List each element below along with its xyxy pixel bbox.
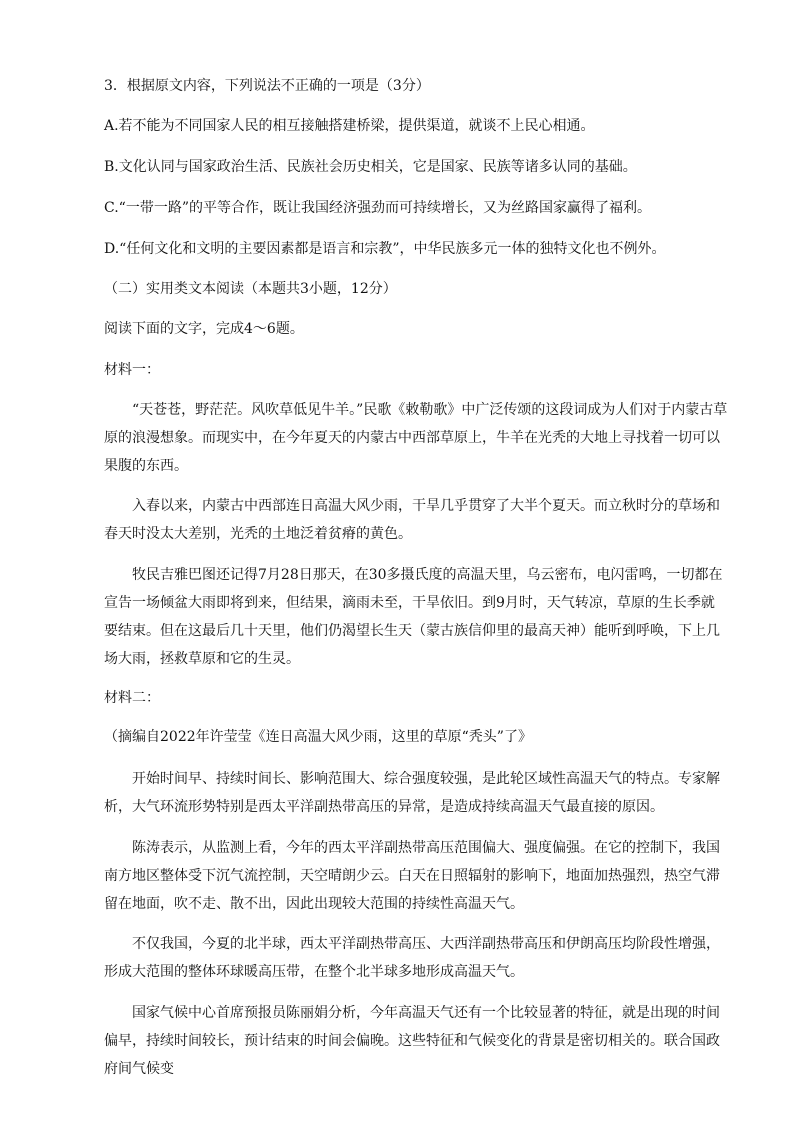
material-1-label: 材料一： bbox=[104, 362, 160, 378]
material-2-paragraph: 国家气候中心首席预报员陈丽娟分析，今年高温天气还有一个比较显著的特征，就是出现的时间偏早，持续时间较长，预计结束的时间会偏晚。这些特征和气候变化的背景是密切相关的。联合国政府间气候变 bbox=[104, 1005, 720, 1077]
material-1-paragraph: 入春以来，内蒙古中西部连日高温大风少雨，干旱几乎贯穿了大半个夏天。而立秋时分的草场和春天时没太大差别，光秃的土地泛着贫瘠的黄色。 bbox=[104, 498, 720, 542]
question-stem: 3．根据原文内容，下列说法不正确的一项是（3分） bbox=[104, 78, 430, 94]
material-2-paragraph: 陈涛表示，从监测上看，今年的西太平洋副热带高压范围偏大、强度偏强。在它的控制下，我国南方地区整体受下沉气流控制，天空晴朗少云。白天在日照辐射的影响下，地面加热强烈，热空气滞留在地面，吹不走、散不出，因此出现较大范围的持续性高温天气。 bbox=[104, 840, 720, 912]
section-instruction: 阅读下面的文字，完成4～6题。 bbox=[104, 321, 304, 337]
option-c: C.“一带一路”的平等合作，既让我国经济强劲而可持续增长，又为丝路国家赢得了福利。 bbox=[104, 200, 651, 216]
material-2-paragraph: 开始时间早、持续时间长、影响范围大、综合强度较强，是此轮区域性高温天气的特点。专家解析，大气环流形势特别是西太平洋副热带高压的异常，是造成持续高温天气最直接的原因。 bbox=[104, 771, 720, 815]
option-b: B.文化认同与国家政治生活、民族社会历史相关，它是国家、民族等诸多认同的基础。 bbox=[104, 159, 637, 175]
material-2-label: 材料二： bbox=[104, 690, 160, 706]
material-2-source: （摘编自2022年许莹莹《连日高温大风少雨，这里的草原“秃头”了》 bbox=[104, 729, 532, 745]
option-a: A.若不能为不同国家人民的相互接触搭建桥梁，提供渠道，就谈不上民心相通。 bbox=[104, 118, 595, 134]
material-2-paragraph: 不仅我国，今夏的北半球，西太平洋副热带高压、大西洋副热带高压和伊朗高压均阶段性增强，形成大范围的整体环球暖高压带，在整个北半球多地形成高温天气。 bbox=[104, 936, 720, 980]
material-1-paragraph: 牧民吉雅巴图还记得7月28日那天，在30多摄氏度的高温天里，乌云密布，电闪雷鸣，一切都在宣告一场倾盆大雨即将到来，但结果，滴雨未至，干旱依旧。到9月时，天气转凉，草原的生长季就要结束。但在这最后几十天里，他们仍渴望长生天（蒙古族信仰里的最高天神）能听到呼唤，下上几场大雨，拯救草原和它的生灵。 bbox=[104, 567, 723, 667]
material-1-paragraph: “天苍苍，野茫茫。风吹草低见牛羊。”民歌《敕勒歌》中广泛传颂的这段词成为人们对于内蒙古草原的浪漫想象。而现实中，在今年夏天的内蒙古中西部草原上，牛羊在光秃的大地上寻找着一切可以果腹的东西。 bbox=[104, 402, 728, 474]
section-heading: （二）实用类文本阅读（本题共3小题，12分） bbox=[104, 281, 397, 297]
option-d: D.“任何文化和文明的主要因素都是语言和宗教”，中华民族多元一体的独特文化也不例外。 bbox=[104, 241, 666, 257]
